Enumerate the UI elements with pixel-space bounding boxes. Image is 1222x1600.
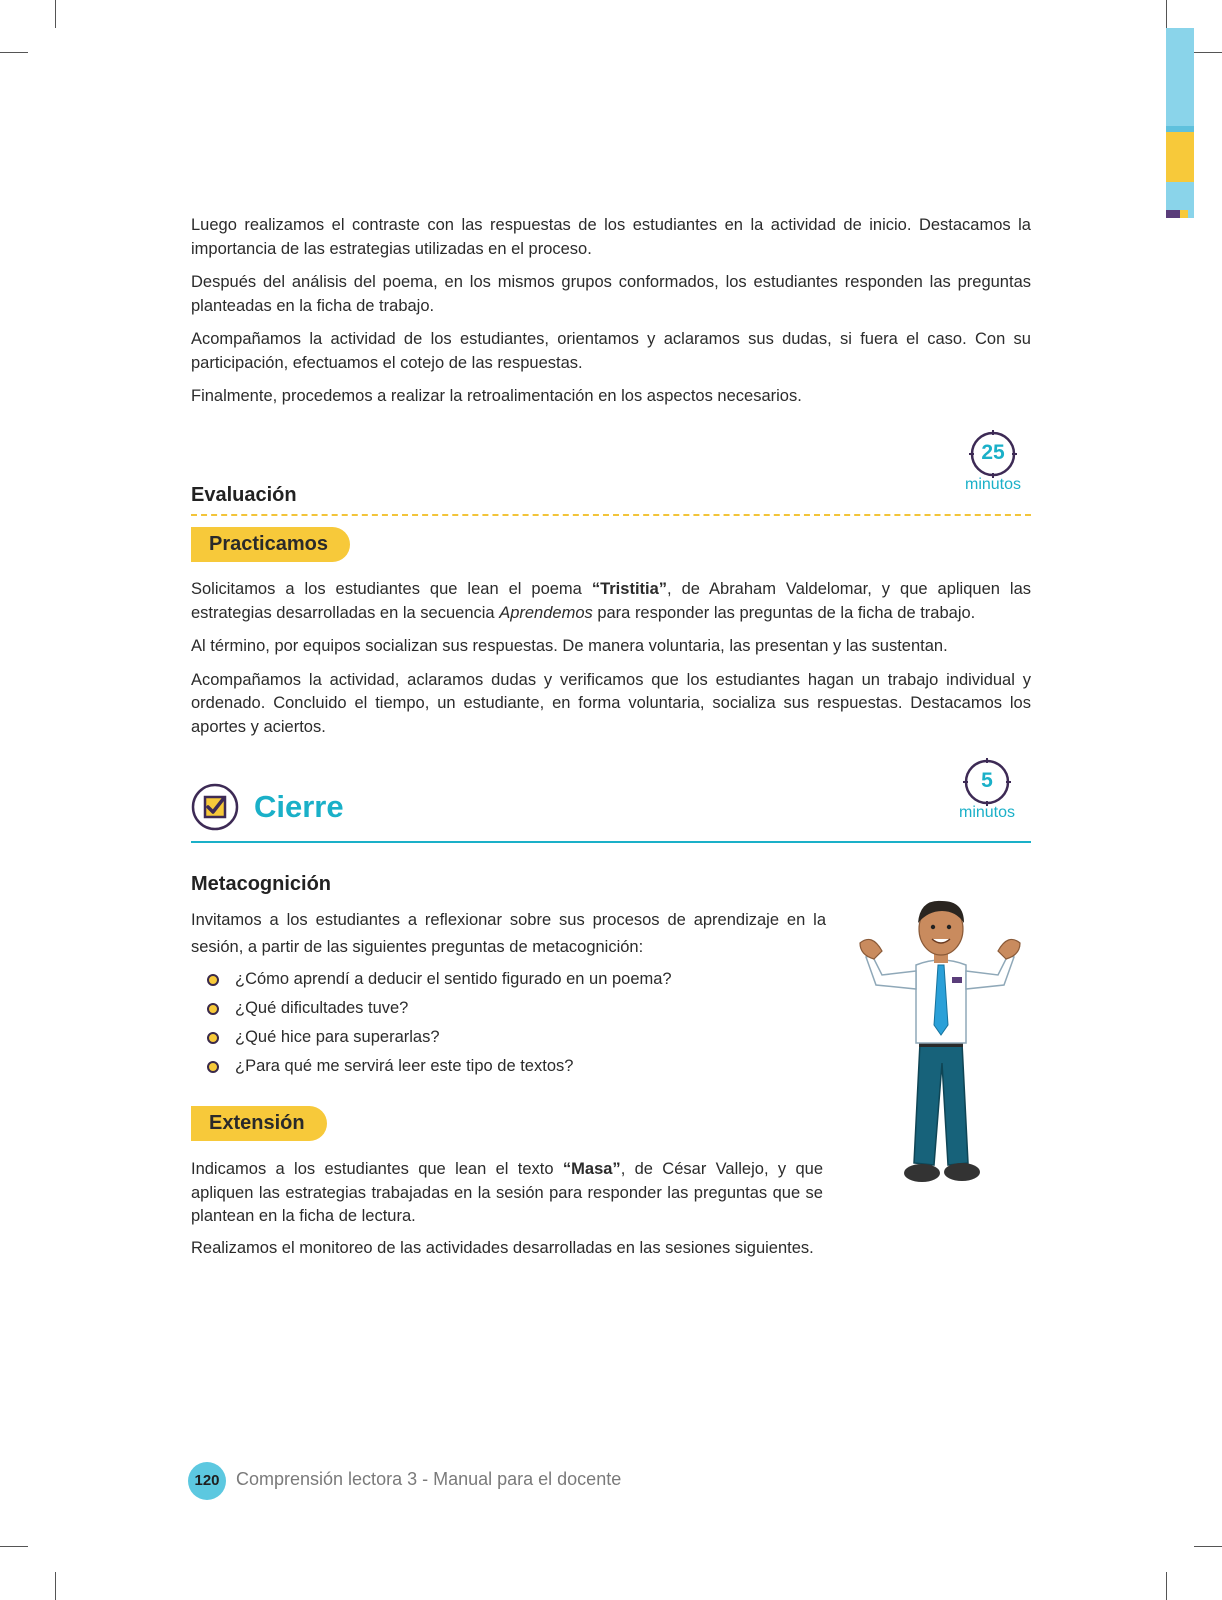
crop-mark [1194, 52, 1222, 53]
pill-extension: Extensión [191, 1106, 327, 1141]
stopwatch-icon [963, 758, 1011, 806]
list-item [191, 1052, 826, 1081]
poem-title: “Tristitia” [591, 580, 668, 598]
paragraph [191, 1158, 823, 1229]
question-text: ¿Qué dificultades tuve? [235, 999, 409, 1017]
dashed-divider [191, 514, 1031, 516]
section-title-evaluacion: Evaluación [191, 484, 297, 506]
meta-block [191, 907, 826, 1081]
timer-value: 25 [981, 441, 1005, 464]
text-run: , de César Vallejo, y que apliquen las estrategias trabajadas en la sesión para responder las preguntas que se plantean en la ficha de lectura. [191, 1160, 823, 1225]
section-title-metacognicion: Metacognición [191, 873, 332, 895]
paragraph: Al término, por equipos socializan sus respuestas. De manera voluntaria, las presentan y las sustentan. [191, 637, 948, 655]
cierre-divider [191, 841, 1031, 843]
crop-mark [1166, 0, 1167, 28]
meta-questions [191, 965, 826, 1081]
timer-unit: minutos [964, 476, 1022, 493]
page-number: 120 [188, 1462, 226, 1500]
crop-mark [1166, 1572, 1167, 1600]
timer-unit: minutos [958, 804, 1016, 821]
bullet-icon [207, 1061, 219, 1073]
text-run: para responder las preguntas de la ficha de trabajo. [592, 603, 976, 622]
paragraph: Después del análisis del poema, en los mismos grupos conformados, los estudiantes responden las preguntas planteadas en la ficha de trabajo. [191, 273, 1031, 315]
timer-value: 5 [981, 769, 993, 792]
side-color-tab [1166, 28, 1194, 218]
intro-paragraphs [191, 214, 1031, 409]
list-item [191, 1023, 826, 1052]
checkbox-icon [191, 783, 239, 831]
footer-title: Comprensión lectora 3 - Manual para el docente [236, 1469, 622, 1489]
paragraph [191, 578, 1031, 625]
final-block [191, 1237, 891, 1261]
question-text: ¿Cómo aprendí a deducir el sentido figurado en un poema? [235, 970, 672, 988]
question-text: ¿Qué hice para superarlas? [235, 1028, 440, 1046]
sequence-name: Aprendemos [499, 603, 593, 622]
crop-mark [55, 0, 56, 28]
text-title: “Masa” [562, 1160, 621, 1178]
timer-25 [953, 430, 1033, 494]
pill-practicamos: Practicamos [191, 527, 350, 562]
paragraph: Finalmente, procedemos a realizar la retroalimentación en los aspectos necesarios. [191, 387, 802, 405]
paragraph: Realizamos el monitoreo de las actividades desarrolladas en las sesiones siguientes. [191, 1239, 814, 1257]
stopwatch-icon [969, 430, 1017, 478]
meta-intro: Invitamos a los estudiantes a reflexionar sobre sus procesos de aprendizaje en la sesión, a partir de las siguientes preguntas de metacognición: [191, 911, 826, 956]
evaluacion-paragraphs [191, 578, 1031, 739]
bullet-icon [207, 1032, 219, 1044]
extension-block [191, 1158, 823, 1229]
paragraph: Acompañamos la actividad de los estudiantes, orientamos y aclaramos sus dudas, si fuera el caso. Con su participación, efectuamos el cotejo de las respuestas. [191, 330, 1031, 372]
list-item [191, 994, 826, 1023]
crop-mark [55, 1572, 56, 1600]
crop-mark [0, 1546, 28, 1547]
teacher-illustration [852, 893, 1028, 1203]
bullet-icon [207, 974, 219, 986]
paragraph: Luego realizamos el contraste con las respuestas de los estudiantes en la actividad de inicio. Destacamos la importancia de las estrategias utilizadas en el proceso. [191, 216, 1031, 258]
text-run: Indicamos a los estudiantes que lean el texto [191, 1160, 563, 1178]
section-title-cierre: Cierre [254, 789, 344, 824]
crop-mark [1194, 1546, 1222, 1547]
list-item [191, 965, 826, 994]
text-run: , de Abraham Valdelomar, y que apliquen las estrategias desarrolladas en la secuencia [191, 580, 1031, 622]
question-text: ¿Para qué me servirá leer este tipo de textos? [235, 1057, 574, 1075]
text-run: Solicitamos a los estudiantes que lean el poema [191, 580, 592, 598]
paragraph: Acompañamos la actividad, aclaramos dudas y verificamos que los estudiantes hagan un trabajo individual y ordenado. Concluido el tiempo, un estudiante, en forma voluntaria, socializa sus respuestas. Destacamos los aportes y aciertos. [191, 670, 1031, 736]
timer-5 [947, 758, 1027, 822]
bullet-icon [207, 1003, 219, 1015]
crop-mark [0, 52, 28, 53]
